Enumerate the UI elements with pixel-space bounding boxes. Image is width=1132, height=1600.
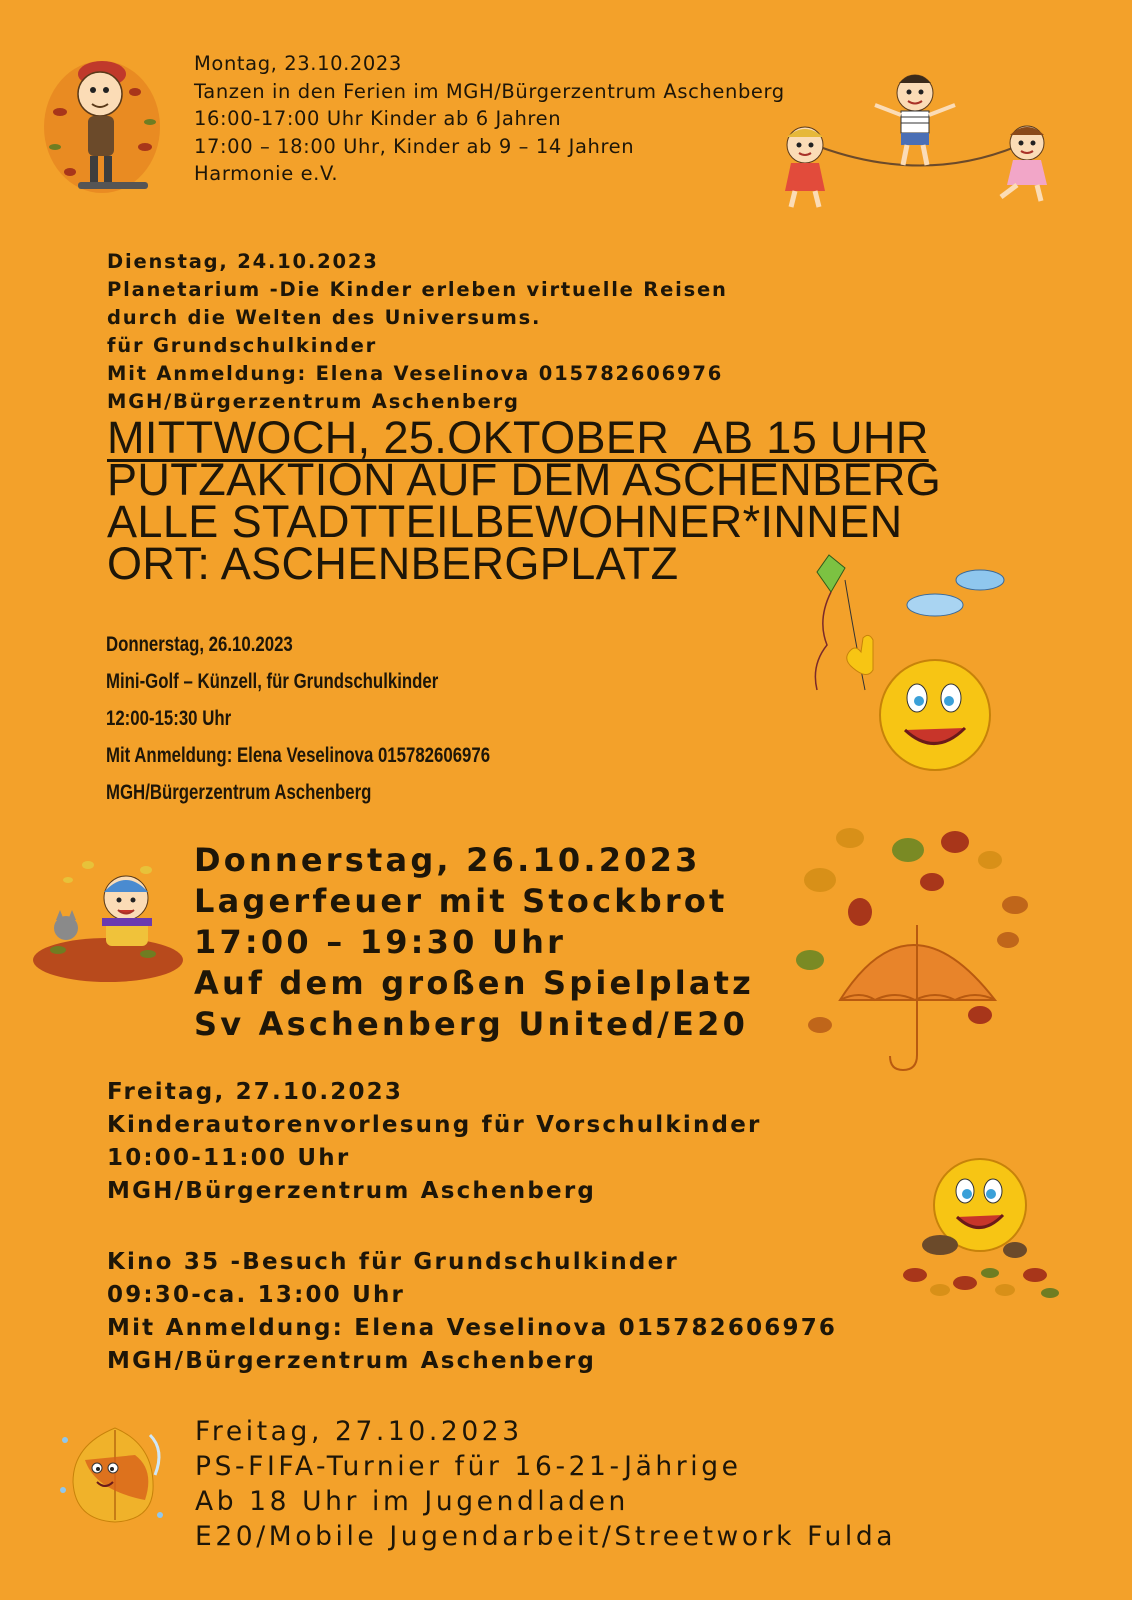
event-location: MGH/Bürgerzentrum Aschenberg — [107, 1178, 597, 1204]
event-host: E20/Mobile Jugendarbeit/Streetwork Fulda — [195, 1521, 897, 1552]
event-title: Kino 35 -Besuch für Grundschulkinder — [107, 1249, 679, 1275]
headline-line: MITTWOCH, 25.OKTOBER AB 15 UHR — [107, 412, 929, 463]
event-audience: für Grundschulkinder — [107, 334, 378, 357]
umbrella-leaves-illustration — [790, 820, 1060, 1090]
kite-smiley-illustration — [805, 550, 1025, 780]
event-organizer: Harmonie e.V. — [194, 162, 339, 185]
event-thursday-minigolf — [106, 626, 490, 811]
event-monday — [194, 50, 785, 188]
event-date: Dienstag, 24.10.2023 — [107, 250, 379, 273]
walking-smiley-illustration — [895, 1155, 1065, 1305]
child-leaf-pile-illustration — [28, 850, 188, 985]
headline-line: ORT: ASCHENBERGPLATZ — [107, 538, 679, 589]
event-location: MGH/Bürgerzentrum Aschenberg — [106, 781, 372, 804]
event-date: Freitag, 27.10.2023 — [195, 1416, 523, 1447]
event-time: 10:00-11:00 Uhr — [107, 1145, 351, 1171]
autumn-kid-illustration — [40, 52, 165, 202]
event-registration: Mit Anmeldung: Elena Veselinova 015782606976 — [107, 1315, 838, 1341]
event-host: Sv Aschenberg United/E20 — [194, 1005, 749, 1043]
event-time: 09:30-ca. 13:00 Uhr — [107, 1282, 406, 1308]
event-time: 12:00-15:30 Uhr — [106, 707, 232, 730]
event-registration: Mit Anmeldung: Elena Veselinova 015782606976 — [106, 744, 491, 767]
event-thursday-campfire — [194, 840, 754, 1045]
headline-line: PUTZAKTION AUF DEM ASCHENBERG — [107, 454, 942, 505]
event-friday-reading — [107, 1076, 762, 1208]
event-title: Kinderautorenvorlesung für Vorschulkinder — [107, 1112, 762, 1138]
event-time: 16:00-17:00 Uhr Kinder ab 6 Jahren — [194, 107, 562, 130]
event-title: Tanzen in den Ferien im MGH/Bürgerzentrum Aschenberg — [194, 79, 785, 103]
event-registration: Mit Anmeldung: Elena Veselinova 015782606976 — [107, 362, 724, 385]
leaf-character-illustration — [55, 1420, 170, 1530]
event-time: 17:00 – 18:00 Uhr, Kinder ab 9 – 14 Jahren — [194, 134, 635, 158]
children-jump-rope-illustration — [765, 65, 1075, 213]
event-date: Donnerstag, 26.10.2023 — [194, 841, 701, 879]
headline-line: ALLE STADTTEILBEWOHNER*INNEN — [107, 496, 903, 547]
event-date: Freitag, 27.10.2023 — [107, 1079, 404, 1105]
event-title: Mini-Golf – Künzell, für Grundschulkinder — [106, 670, 439, 693]
event-time: Ab 18 Uhr im Jugendladen — [195, 1486, 629, 1517]
event-time: 17:00 – 19:30 Uhr — [194, 923, 567, 961]
event-location: MGH/Bürgerzentrum Aschenberg — [107, 390, 520, 413]
event-friday-fifa — [195, 1414, 896, 1554]
event-friday-cinema — [107, 1246, 837, 1378]
event-title: PS-FIFA-Turnier für 16-21-Jährige — [195, 1451, 742, 1482]
event-title: Planetarium -Die Kinder erleben virtuelle Reisen — [107, 278, 728, 301]
event-tuesday — [107, 248, 728, 416]
event-location: MGH/Bürgerzentrum Aschenberg — [107, 1348, 597, 1374]
event-date: Montag, 23.10.2023 — [194, 52, 402, 75]
event-title: Lagerfeuer mit Stockbrot — [194, 882, 728, 920]
event-title: durch die Welten des Universums. — [107, 306, 542, 329]
event-place: Auf dem großen Spielplatz — [194, 964, 754, 1002]
event-date: Donnerstag, 26.10.2023 — [106, 633, 293, 656]
